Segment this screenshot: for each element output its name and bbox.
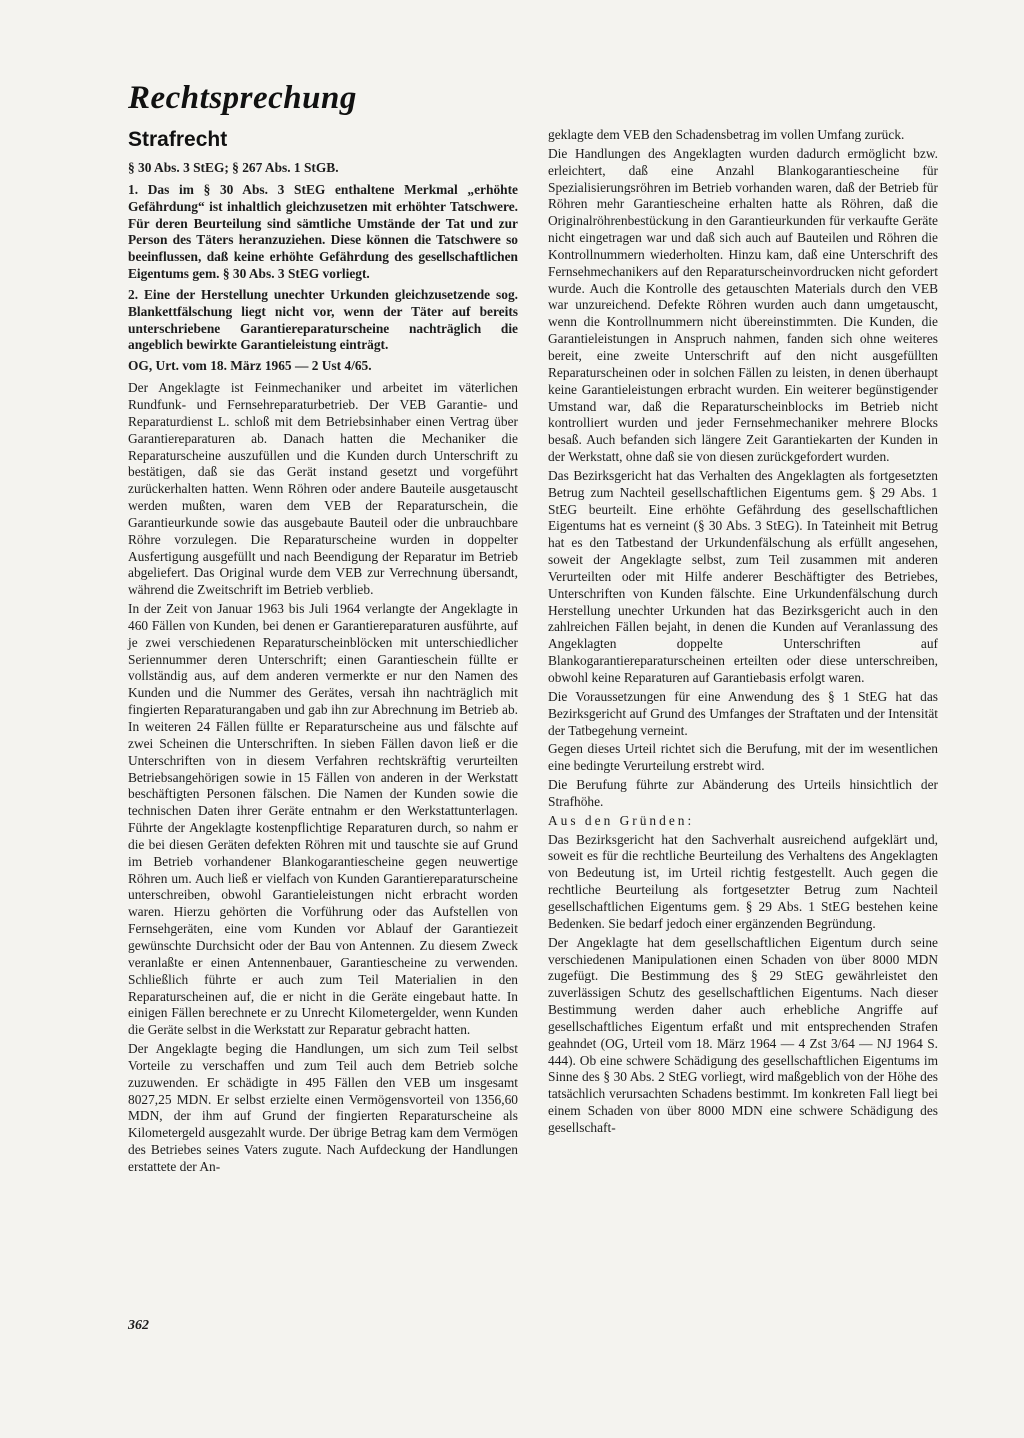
headnote-2: 2. Eine der Herstellung unechter Urkunden gleichzusetzende sog. Blankettfälschung liegt nicht vor, wenn der Täter auf bereits unterschriebene Garantiereparaturscheine nachträglich die angeblich bewirkte Garantieleistung einträgt.	[128, 286, 518, 353]
paragraph: Der Angeklagte ist Feinmechaniker und arbeitet im väterlichen Rundfunk- und Fernsehreparaturbetrieb. Der VEB Garantie- und Reparaturdienst L. schloß mit dem Betriebsinhaber einen Vertrag über Garantiereparaturen ab. Danach hatten die Mechaniker die Reparaturscheine auszufüllen und die Kunden durch Unterschrift zu bestätigen, daß sie das Gerät instand gesetzt und vorgeführt zurückerhalten hatten. Wenn Röhren oder andere Bauteile ausgetauscht werden mußten, waren dem VEB der Reparaturschein, die Garantieurkunde sowie das ausgebaute Bauteil oder die unbrauchbare Röhre vorzulegen. Die Reparaturscheine wurden in doppelter Ausfertigung ausgefüllt und nach Beendigung der Reparatur im Betrieb abgeliefert. Das Original wurde dem VEB zur Verrechnung übersandt, während die Zweitschrift im Betrieb verblieb.	[128, 380, 518, 598]
page-number: 362	[128, 1318, 149, 1333]
paragraph: Der Angeklagte beging die Handlungen, um sich zum Teil selbst Vorteile zu verschaffen und zum Teil auch dem Betrieb solche zuzuwenden. Er schädigte in 495 Fällen den VEB um insgesamt 8027,25 MDN. Er selbst erzielte einen Vermögensvorteil von 1356,60 MDN, der ihm auf Grund der fingierten Reparaturscheine als Kilometergeld ausgezahlt wurde. Der übrige Betrag kam dem Vermögen des Betriebes seines Vaters zugute. Nach Aufdeckung der Handlungen erstattete der An-	[128, 1041, 518, 1174]
paragraph: Das Bezirksgericht hat den Sachverhalt ausreichend aufgeklärt und, soweit es für die rechtliche Beurteilung des Verhaltens des Angeklagten von Bedeutung ist, im Urteil richtig festgestellt. Auch gegen die rechtliche Beurteilung als fortgesetzter Betrug zum Nachteil gesellschaftlichen Eigentums gem. § 29 Abs. 1 StEG bestehen keine Bedenken. Sie bedarf jedoch einer ergänzenden Begründung.	[548, 831, 938, 931]
paragraph: Die Voraussetzungen für eine Anwendung des § 1 StEG hat das Bezirksgericht auf Grund des Umfanges der Straftaten und der Intensität der Tatbegehung verneint.	[548, 688, 938, 738]
reasons-heading: Aus den Gründen:	[548, 812, 695, 828]
paragraph: Die Handlungen des Angeklagten wurden dadurch ermöglicht bzw. erleichtert, daß eine Anzahl Blankogarantiescheine für Spezialisierungsröhren im Betrieb vorhanden waren, daß der Betrieb für Röhren mehr Garantiescheine erhalten hatte als Röhren, daß die Originalröhrenbestückung in den Garantieurkunden für verkaufte Geräte nicht eingetragen war und daß sich auch auf Bauteilen und Röhren die Kontrollnummern wiederholten. Hinzu kam, daß eine Unterschrift des Fernsehmechanikers auf den Reparaturscheinvordrucken nicht gefordert wurde. Auch die Kontrolle des getauschten Materials durch den VEB war unzureichend. Defekte Röhren wurden auch dann umgetauscht, wenn die Kontrollnummern nicht übereinstimmten. Die Kunden, die Garantieleistungen in Anspruch nahmen, fanden sich ohne weiteres bereit, eine zweite Unterschrift auf den nicht ausgefüllten Reparaturscheinen oder in solchen Fällen zu leisten, in denen überhaupt keine Garantieleistungen erbracht wurden. Ein weiterer begünstigender Umstand war, daß die Reparaturscheinblocks im Betrieb nicht kontrolliert wurden und jeder Fernsehmechaniker mehrere Blocks besaß. Auch befanden sich längere Zeit Garantiekarten der Kunden in der Werkstatt, ohne daß sie von diesen zurückgefordert wurden.	[548, 145, 938, 465]
paragraph: In der Zeit von Januar 1963 bis Juli 1964 verlangte der Angeklagte in 460 Fällen von Kunden, bei denen er Garantiereparaturen ausführte, auf je zwei verschiedenen Reparaturscheinblöcken mit unterschiedlicher Seriennummer deren Unterschrift; einen Garantieschein füllte er vollständig aus, auf dem anderen vermerkte er nur den Namen des Kunden und die Nummer des Gerätes, versah ihn nachträglich mit fingierten Reparaturangaben und gab ihn zur Abrechnung im Betrieb ab. In weiteren 24 Fällen füllte er Reparaturscheine aus und fälschte auf zwei Scheinen die Unterschriften. In sieben Fällen davon ließ er die Unterschriften von in diesem Verfahren rechtskräftig verurteilten Betriebsangehörigen sowie in 15 Fällen von anderen in der Werkstatt beschäftigten Personen fälschen. Die Namen der Kunden sowie die technischen Daten ihrer Geräte entnahm er den Werkstattunterlagen. Führte der Angeklagte kostenpflichtige Reparaturen durch, so nahm er die bei diesen Geräten defekten Röhren mit und tauschte sie auf Grund im Betrieb vorhandener Blankogarantiescheine gegen neuwertige Röhren um. Auch ließ er vielfach von Kunden Garantiereparaturscheine unterschreiben, obwohl Garantieleistungen nicht erbracht worden waren. Hierzu gehörten die Vorführung oder das Aufstellen von Fernsehgeräten, eine vom Kunden vor Ablauf der Garantiezeit gewünschte Durchsicht oder der Bau von Antennen. Zu diesem Zweck veranlaßte er einen Antennenbauer, Garantiescheine zu verwenden. Schließlich führte er auch zum Teil Materialien in den Reparaturscheinen auf, die er nicht in die Geräte eingebaut hatte. In einigen Fällen berechnete er zu Unrecht Kilometergelder, wenn Kunden die Geräte selbst in die Werkstatt zur Reparatur gebracht hatten.	[128, 601, 518, 1038]
headnote-1: 1. Das im § 30 Abs. 3 StEG enthaltene Merkmal „erhöhte Gefährdung“ ist inhaltlich gleichzusetzen mit erhöhter Tatschwere. Für deren Beurteilung sind sämtliche Umstände der Tat und zur Person des Täters heranzuziehen. Diese können die Tatschwere so beeinflussen, daß keine erhöhte Gefährdung des gesellschaftlichen Eigentums gem. § 30 Abs. 3 StEG vorliegt.	[128, 181, 518, 282]
paragraph: Die Berufung führte zur Abänderung des Urteils hinsichtlich der Strafhöhe.	[548, 777, 938, 809]
paragraph: Gegen dieses Urteil richtet sich die Berufung, mit der im wesentlichen eine bedingte Verurteilung erstrebt wird.	[548, 741, 938, 774]
paragraph: geklagte dem VEB den Schadensbetrag im vollen Umfang zurück.	[548, 127, 905, 142]
right-column	[548, 127, 938, 1139]
decision-reference: OG, Urt. vom 18. März 1965 — 2 Ust 4/65.	[128, 358, 372, 374]
paragraph: Das Bezirksgericht hat das Verhalten des Angeklagten als fortgesetzten Betrug zum Nachteil gesellschaftlichen Eigentums gem. § 29 Abs. 1 StEG beurteilt. Eine erhöhte Gefährdung des gesellschaftlichen Eigentums hat es verneint (§ 30 Abs. 3 StEG). In Tateinheit mit Betrug hat es den Tatbestand der Urkundenfälschung als erfüllt angesehen, soweit der Angeklagte selbst, zum Teil zusammen mit anderen Verurteilten oder mit Hilfe anderer Beschäftigter des Betriebes, Unterschriften von Kunden fälschte. Eine Urkundenfälschung durch Herstellung unechter Urkunden hat das Bezirksgericht auch in den zahlreichen Fällen bejaht, in denen die Kunden auf Veranlassung des Angeklagten doppelte Unterschriften auf Blankogarantiereparaturscheinen erteilten oder diese unterschreiben, obwohl keine Reparaturen auf Garantiebasis erfolgt waren.	[548, 467, 938, 685]
paragraph: Der Angeklagte hat dem gesellschaftlichen Eigentum durch seine verschiedenen Manipulationen einen Schaden von über 8000 MDN zugefügt. Die Bestimmung des § 29 StEG gewährleistet den zuverlässigen Schutz des gesellschaftlichen Eigentums. Nach dieser Bestimmung werden daher auch erhebliche Angriffe auf gesellschaftliches Eigentum erfaßt und mit entsprechenden Strafen geahndet (OG, Urteil vom 18. März 1964 — 4 Zst 3/64 — NJ 1964 S. 444). Ob eine schwere Schädigung des gesellschaftlichen Eigentums im Sinne des § 30 Abs. 2 StEG vorliegt, wird maßgeblich von der Höhe des tatsächlich verursachten Schadens bestimmt. Im konkreten Fall liegt bei einem Schaden von über 8000 MDN eine schwere Schädigung des gesellschaft-	[548, 934, 938, 1135]
statute-reference: § 30 Abs. 3 StEG; § 267 Abs. 1 StGB.	[128, 160, 339, 175]
sub-heading: Strafrecht	[128, 128, 228, 151]
left-column	[128, 128, 518, 1178]
section-heading: Rechtsprechung	[128, 80, 357, 116]
